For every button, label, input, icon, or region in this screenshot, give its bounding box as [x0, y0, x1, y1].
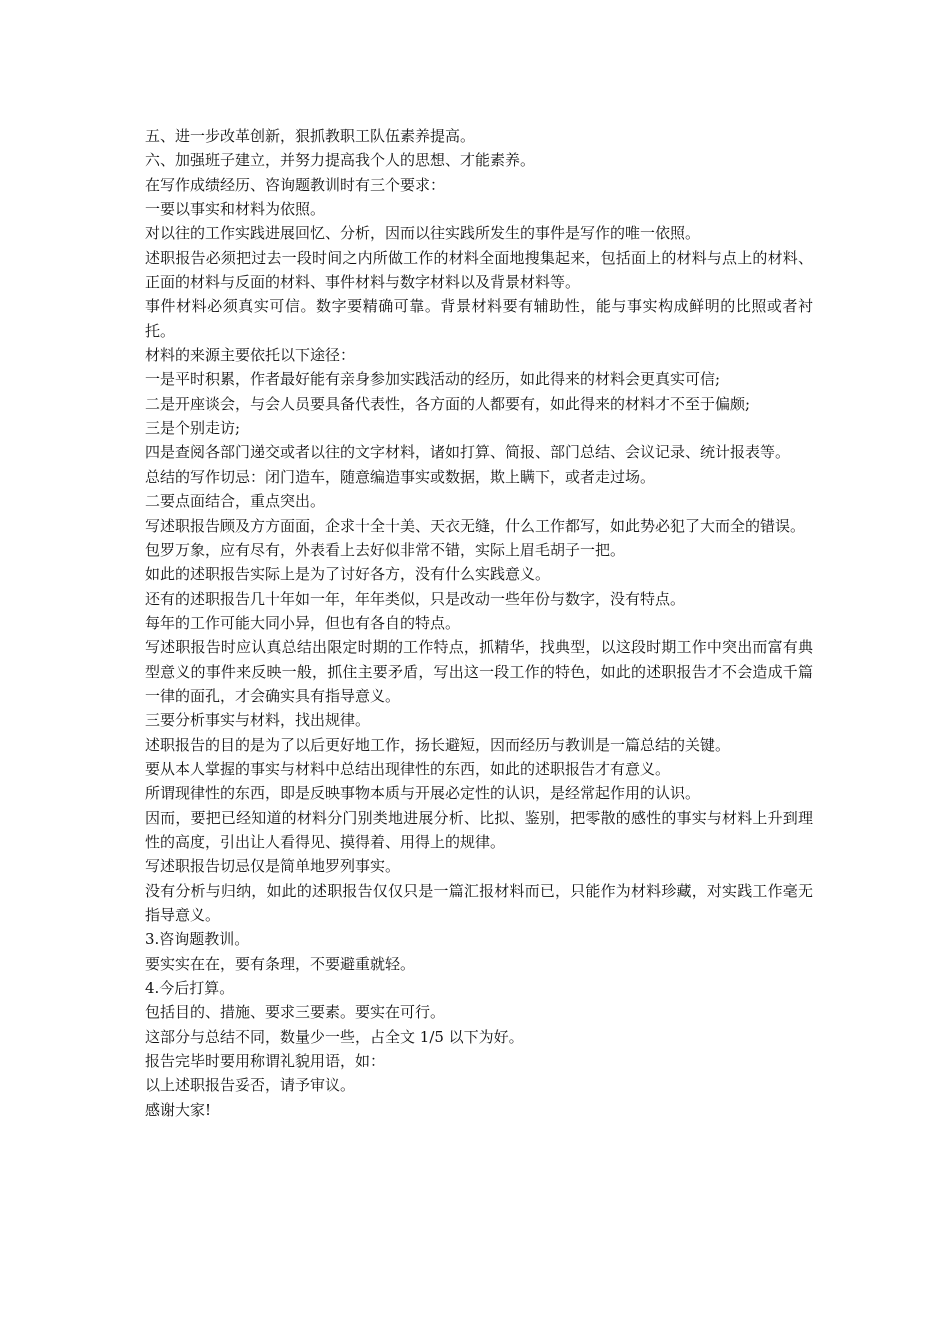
paragraph: 二是开座谈会，与会人员要具备代表性，各方面的人都要有，如此得来的材料才不至于偏颇;: [145, 394, 751, 413]
paragraph: 所谓现律性的东西，即是反映事物本质与开展必定性的认识，是经常起作用的认识。: [145, 784, 701, 803]
paragraph: 写述职报告切忌仅是简单地罗列事实。: [145, 857, 401, 876]
paragraph: 包括目的、措施、要求三要素。要实在可行。: [145, 1003, 446, 1022]
paragraph: 六、加强班子建立，并努力提高我个人的思想、才能素养。: [145, 151, 536, 170]
paragraph: 写述职报告顾及方方面面，企求十全十美、天衣无缝，什么工作都写，如此势必犯了大而全的错误。: [145, 516, 806, 535]
paragraph: 总结的写作切忌：闭门造车，随意编造事实或数据，欺上瞒下，或者走过场。: [145, 467, 656, 486]
paragraph: 感谢大家!: [145, 1100, 212, 1119]
paragraph: 五、进一步改革创新，狠抓教职工队伍素养提高。: [145, 127, 476, 145]
paragraph: 要从本人掌握的事实与材料中总结出现律性的东西，如此的述职报告才有意义。: [145, 759, 671, 778]
paragraph: 报告完毕时要用称谓礼貌用语，如：: [145, 1052, 386, 1071]
paragraph: 述职报告的目的是为了以后更好地工作，扬长避短，因而经历与教训是一篇总结的关键。: [145, 735, 731, 754]
paragraph: 3.咨询题教训。: [145, 930, 250, 949]
paragraph: 事件材料必须真实可信。数字要精确可靠。背景材料要有辅助性，能与事实构成鲜明的比照或者衬托。: [145, 297, 813, 340]
paragraph: 没有分析与归纳，如此的述职报告仅仅只是一篇汇报材料而已，只能作为材料珍藏，对实践工作毫无指导意义。: [145, 881, 813, 924]
paragraph: 这部分与总结不同，数量少一些，占全文 1/5 以下为好。: [145, 1027, 524, 1046]
paragraph: 4.今后打算。: [145, 979, 235, 998]
paragraph: 每年的工作可能大同小异，但也有各自的特点。: [145, 613, 461, 632]
paragraph: 三是个别走访;: [145, 419, 241, 438]
paragraph: 要实实在在，要有条理，不要避重就轻。: [145, 954, 416, 973]
paragraph: 包罗万象，应有尽有，外表看上去好似非常不错，实际上眉毛胡子一把。: [145, 540, 626, 559]
paragraph: 一要以事实和材料为依照。: [145, 200, 326, 219]
document-body: [145, 124, 813, 1122]
paragraph: 还有的述职报告几十年如一年，年年类似，只是改动一些年份与数字，没有特点。: [145, 589, 686, 608]
paragraph: 以上述职报告妥否，请予审议。: [145, 1076, 356, 1095]
paragraph: 二要点面结合，重点突出。: [145, 492, 326, 511]
paragraph: 写述职报告时应认真总结出限定时期的工作特点，抓精华，找典型，以这段时期工作中突出而富有典型意义的事件来反映一般，抓住主要矛盾，写出这一段工作的特色，如此的述职报告才不会造成千篇一律的面孔，才会确实具有指导意义。: [145, 638, 813, 705]
paragraph: 三要分析事实与材料，找出规律。: [145, 711, 371, 730]
paragraph: 对以往的工作实践进展回忆、分析，因而以往实践所发生的事件是写作的唯一依照。: [145, 224, 701, 243]
paragraph: 述职报告必须把过去一段时间之内所做工作的材料全面地搜集起来，包括面上的材料与点上的材料、正面的材料与反面的材料、事件材料与数字材料以及背景材料等。: [145, 248, 813, 292]
paragraph: 因而，要把已经知道的材料分门别类地进展分析、比拟、鉴别，把零散的感性的事实与材料上升到理性的高度，引出让人看得见、摸得着、用得上的规律。: [145, 808, 813, 851]
paragraph: 材料的来源主要依托以下途径：: [145, 346, 356, 365]
paragraph: 在写作成绩经历、咨询题教训时有三个要求：: [145, 175, 446, 194]
paragraph: 一是平时积累，作者最好能有亲身参加实践活动的经历，如此得来的材料会更真实可信;: [145, 370, 721, 389]
paragraph: 四是查阅各部门递交或者以往的文字材料，诸如打算、简报、部门总结、会议记录、统计报表等。: [145, 443, 791, 462]
paragraph: 如此的述职报告实际上是为了讨好各方，没有什么实践意义。: [145, 565, 551, 584]
